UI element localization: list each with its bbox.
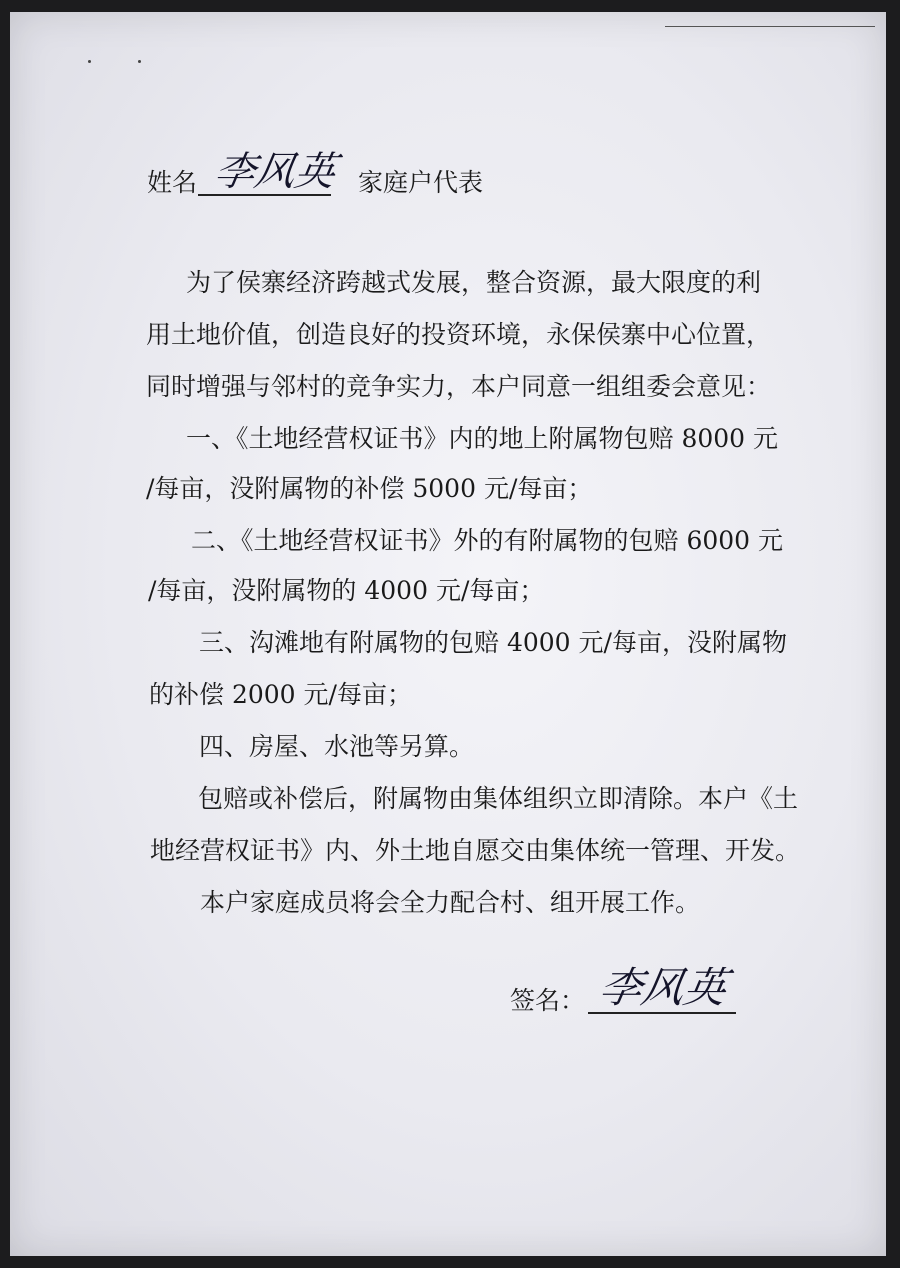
top-edge-rule	[665, 26, 875, 27]
item-1-line: 一、《土地经营权证书》内的地上附属物包赔 8000 元	[186, 424, 779, 453]
signature-label: 签名：	[510, 986, 586, 1015]
signature-underline	[588, 1012, 736, 1014]
paper-speck	[138, 60, 141, 63]
item-1-line: /每亩，没附属物的补偿 5000 元/每亩；	[146, 474, 593, 503]
paper-speck	[88, 60, 91, 63]
signature-handwritten: 李风英	[595, 963, 731, 1012]
name-handwritten: 李风英	[210, 149, 340, 195]
intro-line: 用土地价值，创造良好的投资环境，永保侯寨中心位置，	[146, 320, 772, 349]
intro-line: 为了侯寨经济跨越式发展，整合资源，最大限度的利	[186, 268, 762, 297]
after-line: 地经营权证书》内、外土地自愿交由集体统一管理、开发。	[150, 836, 801, 865]
item-2-line: /每亩，没附属物的 4000 元/每亩；	[148, 576, 545, 605]
item-4-line: 四、房屋、水池等另算。	[199, 732, 475, 761]
after-line: 包赔或补偿后，附属物由集体组织立即清除。本户《土	[198, 784, 799, 813]
intro-line: 同时增强与邻村的竞争实力，本户同意一组组委会意见：	[146, 372, 772, 401]
item-3-line: 的补偿 2000 元/每亩；	[149, 680, 412, 709]
item-3-line: 三、沟滩地有附属物的包赔 4000 元/每亩，没附属物	[199, 628, 787, 657]
document-page	[10, 12, 886, 1256]
name-underline	[198, 194, 331, 196]
item-2-line: 二、《土地经营权证书》外的有附属物的包赔 6000 元	[191, 526, 784, 555]
household-representative-label: 家庭户代表	[358, 168, 484, 197]
closing-line: 本户家庭成员将会全力配合村、组开展工作。	[200, 888, 701, 917]
name-label: 姓名	[147, 168, 198, 197]
